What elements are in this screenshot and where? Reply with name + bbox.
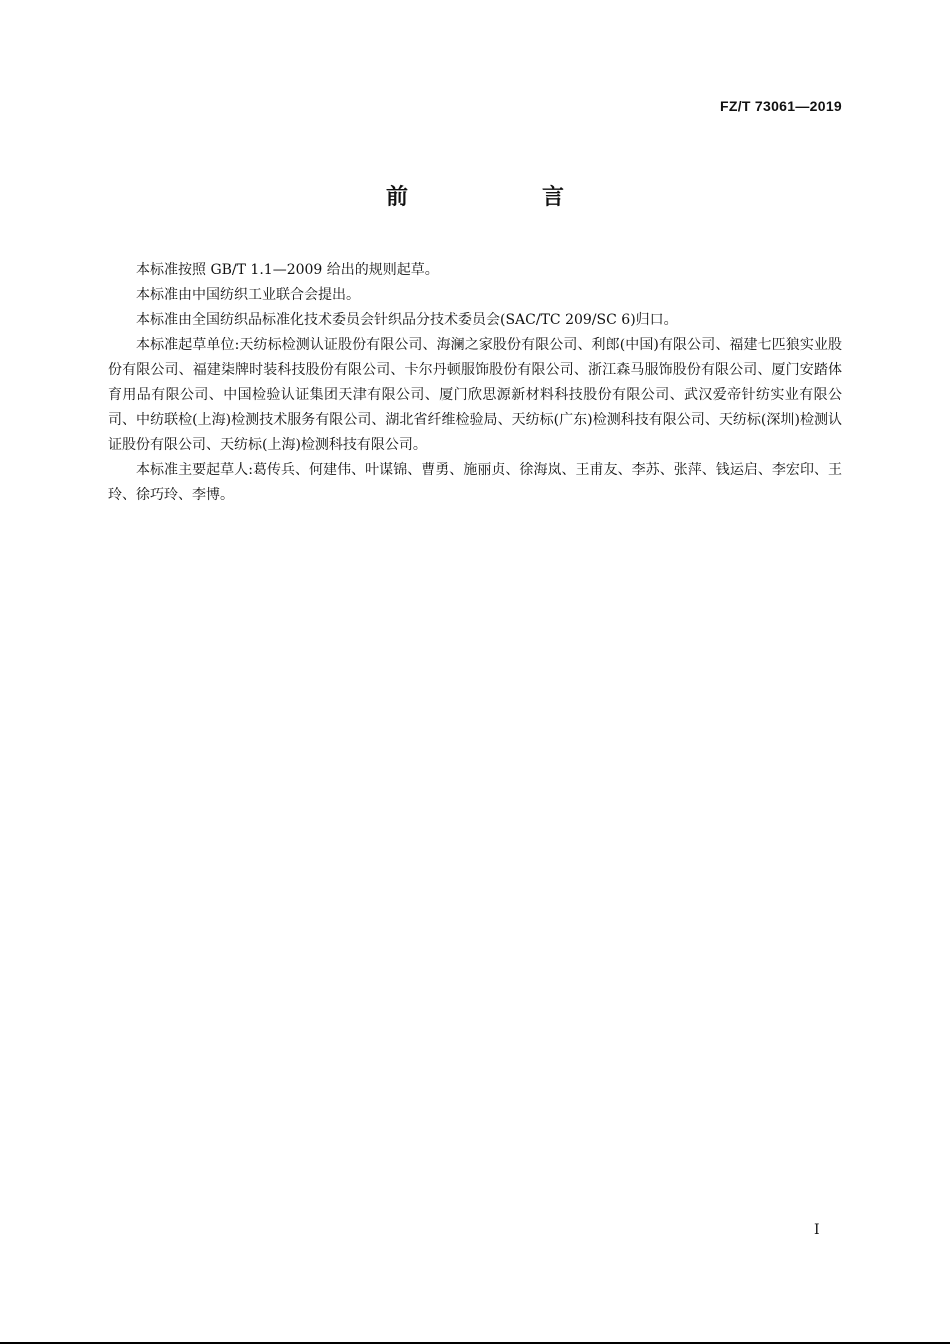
- foreword-body: [108, 258, 842, 508]
- paragraph-drafting-rules: 本标准按照 GB/T 1.1—2009 给出的规则起草。: [136, 262, 439, 278]
- paragraph-drafting-units: 本标准起草单位:天纺标检测认证股份有限公司、海澜之家股份有限公司、利郎(中国)有限公司、福建七匹狼实业股份有限公司、福建柒牌时装科技股份有限公司、卡尔丹顿服饰股份有限公司、浙江森马服饰股份有限公司、厦门安踏体育用品有限公司、中国检验认证集团天津有限公司、厦门欣思源新材料科技股份有限公司、武汉爱帝针纺实业有限公司、中纺联检(上海)检测技术服务有限公司、湖北省纤维检验局、天纺标(广东)检测科技有限公司、天纺标(深圳)检测认证股份有限公司、天纺标(上海)检测科技有限公司。: [108, 337, 842, 453]
- paragraph-drafters: 本标准主要起草人:葛传兵、何建伟、叶谋锦、曹勇、施丽贞、徐海岚、王甫友、李苏、张萍、钱运启、李宏印、王玲、徐巧玲、李博。: [108, 462, 842, 503]
- page-number: I: [814, 1222, 820, 1238]
- page-title: 前 言: [385, 185, 620, 210]
- paragraph-proposer: 本标准由中国纺织工业联合会提出。: [136, 287, 360, 303]
- paragraph-administrator: 本标准由全国纺织品标准化技术委员会针织品分技术委员会(SAC/TC 209/SC 6)归口。: [136, 312, 678, 328]
- standard-code: FZ/T 73061—2019: [719, 98, 842, 114]
